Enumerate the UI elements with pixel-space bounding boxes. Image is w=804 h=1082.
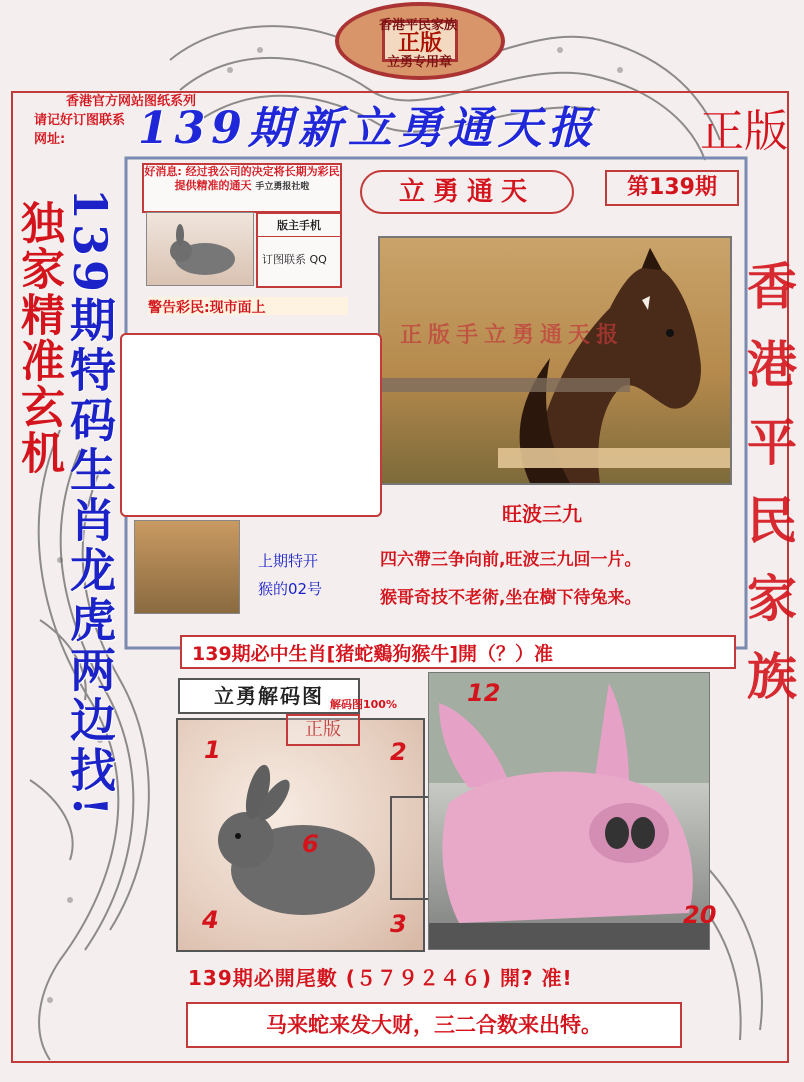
last-issue-result: 猴的02号: [258, 580, 323, 598]
phone-contact-box: [256, 212, 342, 288]
rabbit-number-2: 2: [390, 738, 407, 766]
family-vertical-text: 香港平民家族: [739, 260, 798, 728]
rabbit-number-1: 1: [204, 736, 221, 764]
website-label: 网址:: [34, 132, 66, 147]
small-rabbit-icon: [147, 213, 253, 285]
notice-signature: 手立勇报社啦: [255, 182, 310, 192]
horse-caption: 旺波三九: [502, 502, 582, 526]
warning-text: 警告彩民:现市面上: [148, 297, 348, 315]
seal-ring-bottom: 立勇专用章: [387, 55, 453, 70]
bottom-slogan: 马来蛇来发大财，三二合数来出特。: [186, 1002, 682, 1048]
liyong-badge: 立勇通天: [360, 170, 574, 214]
issue-number: 第139期: [605, 170, 739, 206]
page-title: 139期新立勇通天报: [138, 103, 598, 154]
notice-text: 好消息: 经过我公司的决定将长期为彩民提供精准的通天: [144, 165, 340, 192]
last-issue-label: 上期特开: [258, 552, 319, 570]
zhengban-label: 正版: [700, 106, 788, 157]
rabbit-number-6: 6: [302, 830, 319, 858]
last-issue-thumbnail: [134, 520, 240, 614]
poem-line-2: 猴哥奇技不老術,坐在樹下待兔来。: [380, 588, 642, 608]
zodiac-banner: 139期必中生肖[猪蛇鷄狗猴牛]開（？）准: [180, 635, 736, 669]
pig-car-icon: [429, 673, 709, 949]
qq-contact: 订图联系 QQ: [262, 253, 327, 266]
blank-white-panel: [120, 333, 382, 517]
special-code-vertical-text: 139期特码生肖龙虎两边找!: [63, 188, 117, 821]
poem-line-1: 四六帶三争向前,旺波三九回一片。: [380, 550, 642, 570]
rabbit-number-4: 4: [202, 906, 219, 934]
decode-accuracy: 解码图100%: [330, 698, 397, 711]
phone-box-title: 版主手机: [258, 214, 340, 237]
zhengban-seal: [335, 2, 505, 80]
good-news-notice: [142, 163, 342, 213]
pink-pig-car-photo: [428, 672, 717, 950]
decode-zhengban-stamp: 正版: [286, 714, 360, 746]
seal-center: 正版: [382, 20, 458, 62]
rabbit-photo: [176, 718, 425, 952]
tail-number-line: 139期必開尾數 (５７９２４６) 開? 准!: [188, 966, 573, 990]
rabbit-number-3: 3: [390, 910, 407, 938]
small-rabbit-thumbnail: [146, 212, 254, 286]
subscribe-contact-text: 请记好订图联系: [34, 113, 126, 128]
horse-icon: [380, 238, 730, 483]
car-number-bottom: 20: [683, 901, 717, 929]
exclusive-vertical-text: 独家精准玄机: [13, 200, 64, 476]
decode-title: 立勇解码图: [178, 678, 360, 714]
seal-ring-top: 香港平民家族: [379, 18, 458, 33]
car-number-top: 12: [467, 679, 501, 707]
horse-photo: [378, 236, 732, 485]
site-series-text: 香港官方网站图纸系列: [66, 94, 197, 109]
horse-stamp-overlay: 正版手立勇通天报: [400, 323, 625, 348]
